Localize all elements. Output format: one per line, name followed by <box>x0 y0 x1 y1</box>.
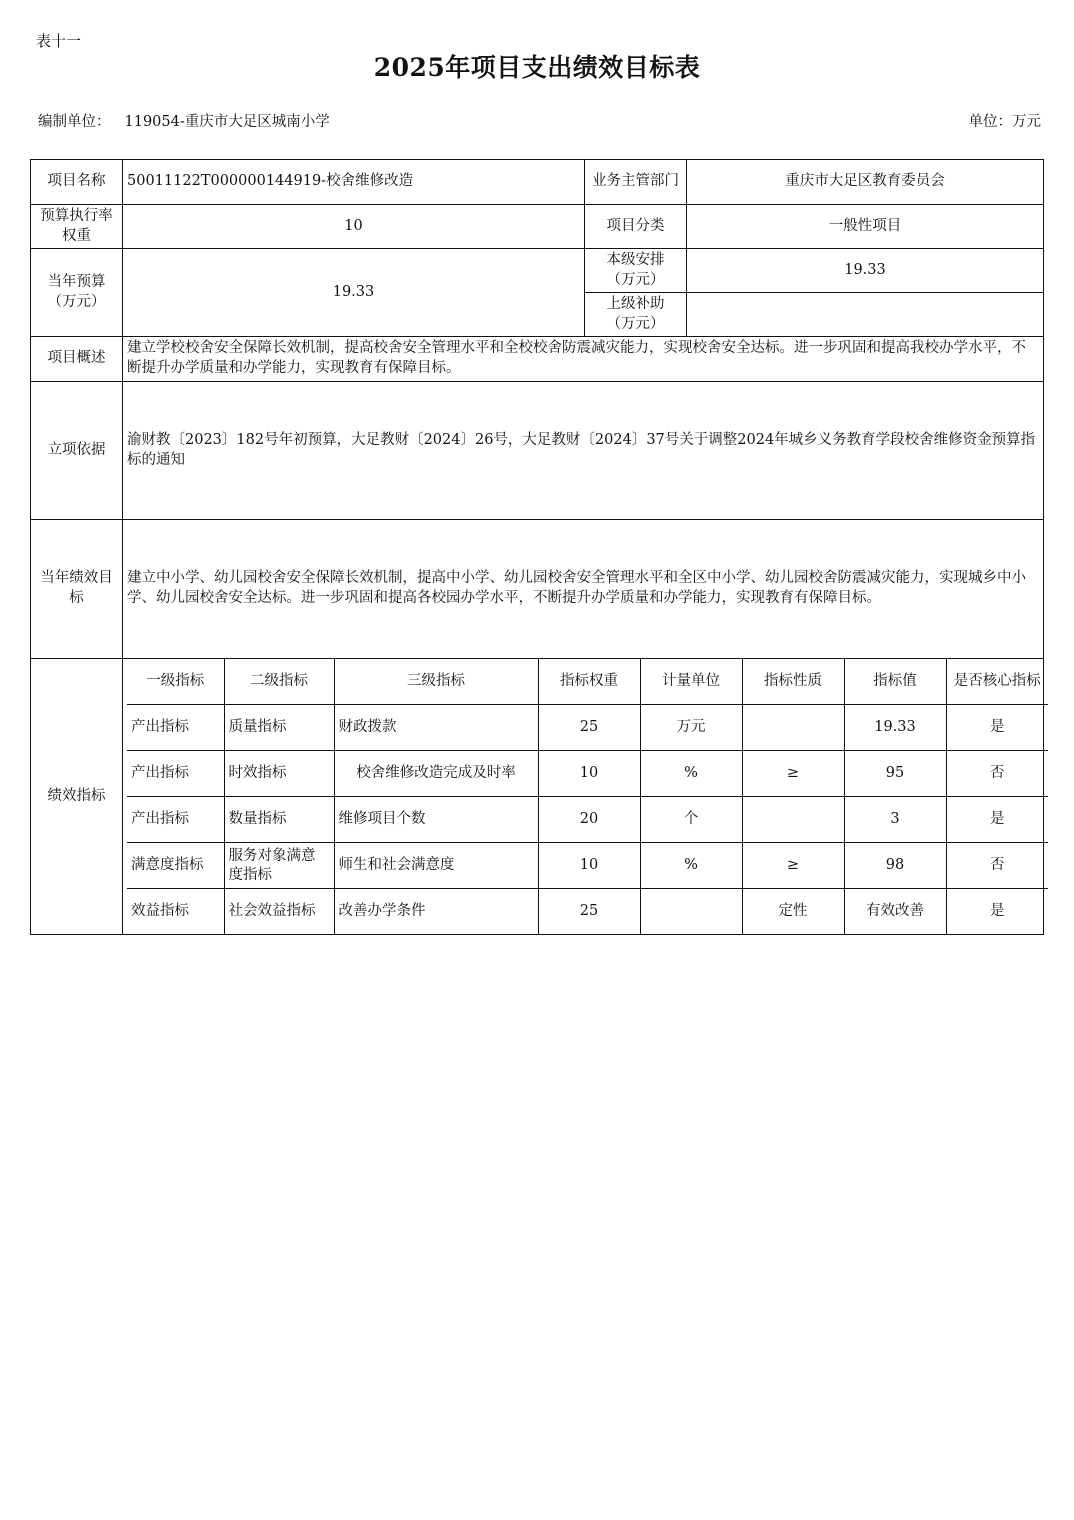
level2-cell: 服务对象满意度指标 <box>224 843 334 889</box>
org-line <box>38 110 330 131</box>
weight-cell: 25 <box>538 889 640 935</box>
basis-label: 立项依据 <box>31 382 123 520</box>
level3-cell: 维修项目个数 <box>334 797 538 843</box>
unit-cell <box>640 889 742 935</box>
org-label: 编制单位： <box>38 114 111 130</box>
dept-label: 业务主管部门 <box>585 160 687 205</box>
level1-cell: 产出指标 <box>127 705 224 751</box>
overview-value: 建立学校校舍安全保障长效机制，提高校舍安全管理水平和全校校舍防震减灾能力，实现校舍安全达标。进一步巩固和提高我校办学水平，不断提升办学质量和办学能力，实现教育有保障目标。 <box>123 337 1044 382</box>
weight-value: 10 <box>123 205 585 249</box>
page-title: 2025年项目支出绩效目标表 <box>373 53 701 82</box>
upper-label: 上级补助（万元） <box>585 293 687 337</box>
unit-cell: 万元 <box>640 705 742 751</box>
local-value: 19.33 <box>687 249 1044 293</box>
level1-cell: 产出指标 <box>127 751 224 797</box>
indicator-table <box>127 659 1048 934</box>
header-cell: 二级指标 <box>224 659 334 705</box>
category-label: 项目分类 <box>585 205 687 249</box>
level3-cell: 财政拨款 <box>334 705 538 751</box>
weight-cell: 20 <box>538 797 640 843</box>
table-row <box>127 751 1048 797</box>
performance-indicators <box>123 659 1044 935</box>
core-cell: 是 <box>946 889 1048 935</box>
level1-cell: 效益指标 <box>127 889 224 935</box>
local-label: 本级安排（万元） <box>585 249 687 293</box>
weight-cell: 10 <box>538 751 640 797</box>
nature-cell: ≥ <box>742 843 844 889</box>
level2-cell: 数量指标 <box>224 797 334 843</box>
header-cell: 计量单位 <box>640 659 742 705</box>
goal-label: 当年绩效目标 <box>31 520 123 659</box>
table-number: 表十一 <box>36 32 82 50</box>
core-cell: 否 <box>946 751 1048 797</box>
unit-cell: % <box>640 843 742 889</box>
value-cell: 有效改善 <box>844 889 946 935</box>
nature-cell: 定性 <box>742 889 844 935</box>
header-cell: 是否核心指标 <box>946 659 1048 705</box>
core-cell: 否 <box>946 843 1048 889</box>
category-value: 一般性项目 <box>687 205 1044 249</box>
level3-cell: 师生和社会满意度 <box>334 843 538 889</box>
budget-value: 19.33 <box>123 249 585 337</box>
project-name-value: 50011122T000000144919-校舍维修改造 <box>123 160 585 205</box>
budget-label: 当年预算（万元） <box>31 249 123 337</box>
goal-value: 建立中小学、幼儿园校舍安全保障长效机制，提高中小学、幼儿园校舍安全管理水平和全区中小学、幼儿园校舍防震减灾能力，实现城乡中小学、幼儿园校舍安全达标。进一步巩固和提高各校园办学水平，不断提升办学质量和办学能力，实现教育有保障目标。 <box>123 520 1044 659</box>
level2-cell: 质量指标 <box>224 705 334 751</box>
indicator-header-row <box>127 659 1048 705</box>
header-cell: 三级指标 <box>334 659 538 705</box>
header-cell: 指标值 <box>844 659 946 705</box>
unit-label: 单位：万元 <box>968 114 1041 130</box>
dept-value: 重庆市大足区教育委员会 <box>687 160 1044 205</box>
table-row <box>127 889 1048 935</box>
nature-cell: ≥ <box>742 751 844 797</box>
performance-target-table <box>30 159 1044 935</box>
weight-cell: 25 <box>538 705 640 751</box>
project-name-label: 项目名称 <box>31 160 123 205</box>
table-row <box>127 705 1048 751</box>
value-cell: 19.33 <box>844 705 946 751</box>
level2-cell: 社会效益指标 <box>224 889 334 935</box>
unit-cell: % <box>640 751 742 797</box>
level2-cell: 时效指标 <box>224 751 334 797</box>
value-cell: 3 <box>844 797 946 843</box>
header-cell: 指标权重 <box>538 659 640 705</box>
weight-label: 预算执行率权重 <box>31 205 123 249</box>
core-cell: 是 <box>946 705 1048 751</box>
weight-cell: 10 <box>538 843 640 889</box>
value-cell: 98 <box>844 843 946 889</box>
table-row <box>127 843 1048 889</box>
level3-cell: 改善办学条件 <box>334 889 538 935</box>
level1-cell: 满意度指标 <box>127 843 224 889</box>
header-cell: 一级指标 <box>127 659 224 705</box>
overview-label: 项目概述 <box>31 337 123 382</box>
value-cell: 95 <box>844 751 946 797</box>
basis-value: 渝财教〔2023〕182号年初预算，大足教财〔2024〕26号，大足教财〔2024〕37号关于调整2024年城乡义务教育学段校舍维修资金预算指标的通知 <box>123 382 1044 520</box>
table-row <box>127 797 1048 843</box>
nature-cell <box>742 705 844 751</box>
nature-cell <box>742 797 844 843</box>
level1-cell: 产出指标 <box>127 797 224 843</box>
header-cell: 指标性质 <box>742 659 844 705</box>
level3-cell: 校舍维修改造完成及时率 <box>334 751 538 797</box>
org-value: 119054-重庆市大足区城南小学 <box>124 114 330 130</box>
performance-label: 绩效指标 <box>31 659 123 935</box>
core-cell: 是 <box>946 797 1048 843</box>
unit-cell: 个 <box>640 797 742 843</box>
upper-value <box>687 293 1044 337</box>
